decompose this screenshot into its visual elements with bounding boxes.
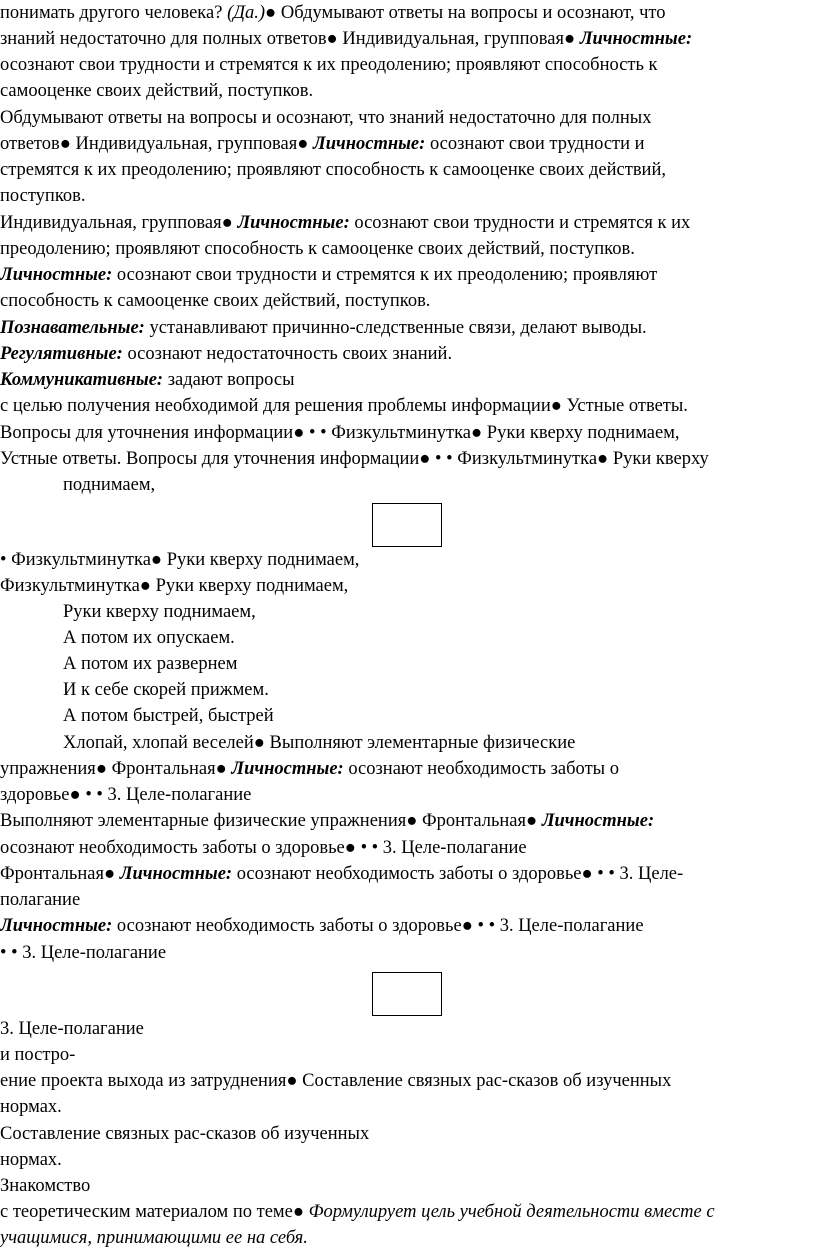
text-line: [0, 547, 359, 573]
text-run: • Физкультминутка● Руки кверху поднимаем,: [0, 550, 360, 570]
text-run: Индивидуальная, групповая●: [0, 213, 238, 233]
italic-text: Формулирует цель учебной деятельности вместе с: [308, 1202, 715, 1222]
text-run: Выполняют элементарные физические упражнения● Фронтальная●: [0, 811, 542, 831]
text-run: Вопросы для уточнения информации● • • Физкультминутка● Руки кверху поднимаем,: [0, 423, 680, 443]
text-line: [0, 940, 166, 966]
text-run: стремятся к их преодолению; проявляют способность к самооценке своих действий,: [0, 160, 666, 180]
text-line: [0, 1016, 144, 1042]
text-run: преодолению; проявляют способность к самооценке своих действий, поступков.: [0, 239, 635, 259]
text-run: А потом их опускаем.: [63, 628, 235, 648]
text-line: [0, 782, 251, 808]
text-run: полагание: [0, 890, 81, 910]
text-line: [0, 446, 709, 472]
text-line: [63, 472, 155, 498]
text-line: [63, 599, 256, 625]
text-run: Фронтальная●: [0, 864, 120, 884]
text-run: ение проекта выхода из затруднения● Составление связных рас-сказов об изученных: [0, 1071, 672, 1091]
text-line: [0, 341, 452, 367]
text-run: Составление связных рас-сказов об изученных: [0, 1124, 370, 1144]
text-run: А потом быстрей, быстрей: [63, 706, 274, 726]
text-run: поступков.: [0, 186, 86, 206]
text-run: Руки кверху поднимаем,: [63, 602, 256, 622]
text-run: 3. Целе-полагание: [0, 1019, 144, 1039]
text-line: [0, 808, 654, 834]
text-run: нормах.: [0, 1150, 62, 1170]
text-line: [0, 573, 348, 599]
bold-italic-label: Личностные:: [237, 213, 350, 233]
bold-italic-label: Личностные:: [541, 811, 655, 831]
text-run: и постро-: [0, 1045, 76, 1065]
text-line: [63, 703, 274, 729]
text-line: [0, 105, 651, 131]
italic-text: учащимися, принимающими ее на себя.: [0, 1228, 308, 1248]
empty-table-cell: [372, 503, 442, 547]
text-line: [0, 1121, 369, 1147]
text-line: [0, 236, 635, 262]
text-line: [0, 131, 645, 157]
text-run: осознают недостаточность своих знаний.: [122, 344, 453, 364]
text-line: [0, 1199, 715, 1225]
text-run: здоровье● • • 3. Целе-полагание: [0, 785, 252, 805]
text-line: [0, 861, 683, 887]
text-line: [0, 887, 80, 913]
text-run: А потом их развернем: [63, 654, 238, 674]
text-run: Устные ответы. Вопросы для уточнения информации● • • Физкультминутка● Руки кверху: [0, 449, 709, 469]
text-run: самооценке своих действий, поступков.: [0, 81, 314, 101]
text-run: осознают необходимость заботы о здоровье● • • 3. Целе-полагание: [0, 838, 527, 858]
text-line: [0, 183, 85, 209]
text-run: нормах.: [0, 1097, 62, 1117]
text-line: [0, 315, 647, 341]
text-line: [0, 1068, 671, 1094]
text-run: знаний недостаточно для полных ответов● Индивидуальная, групповая●: [0, 29, 580, 49]
text-line: [63, 730, 575, 756]
text-line: [0, 262, 657, 288]
text-line: [0, 367, 295, 393]
text-run: осознают свои трудности и стремятся к их преодолению; проявляют способность к: [0, 55, 658, 75]
bold-italic-label: Личностные:: [579, 29, 693, 49]
text-line: [0, 393, 688, 419]
text-line: [63, 677, 269, 703]
bold-italic-label: Личностные:: [119, 864, 233, 884]
text-line: [0, 210, 690, 236]
text-run: осознают свои трудности и стремятся к их: [349, 213, 691, 233]
text-run: устанавливают причинно-следственные связи, делают выводы.: [144, 318, 647, 338]
text-line: [0, 756, 619, 782]
text-line: [0, 1094, 62, 1120]
text-line: [0, 1042, 75, 1068]
text-line: [0, 288, 430, 314]
text-line: [0, 1147, 62, 1173]
empty-table-cell: [372, 972, 442, 1016]
text-run: И к себе скорей прижмем.: [63, 680, 269, 700]
italic-text: (Да.): [227, 3, 266, 23]
text-run: осознают свои трудности и: [425, 134, 645, 154]
text-line: [0, 0, 666, 26]
bold-italic-label: Личностные:: [231, 759, 344, 779]
text-line: [0, 420, 680, 446]
text-run: задают вопросы: [163, 370, 295, 390]
text-line: [0, 1173, 90, 1199]
text-line: [0, 1225, 308, 1251]
text-line: [0, 78, 313, 104]
text-run: Хлопай, хлопай веселей● Выполняют элементарные физические: [63, 733, 576, 753]
text-line: [0, 157, 666, 183]
text-run: способность к самооценке своих действий, поступков.: [0, 291, 431, 311]
text-line: [0, 52, 658, 78]
bold-italic-label: Личностные:: [0, 916, 113, 936]
text-line: [0, 26, 692, 52]
bold-italic-label: Познавательные:: [0, 318, 145, 338]
bold-italic-label: Коммуникативные:: [0, 370, 164, 390]
text-run: ответов● Индивидуальная, групповая●: [0, 134, 314, 154]
text-line: [63, 651, 237, 677]
text-run: поднимаем,: [63, 475, 156, 495]
text-line: [0, 913, 644, 939]
bold-italic-label: Личностные:: [0, 265, 113, 285]
text-run: осознают необходимость заботы о здоровье● • • 3. Целе-: [232, 864, 684, 884]
text-run: с целью получения необходимой для решения проблемы информации● Устные ответы.: [0, 396, 688, 416]
text-run: с теоретическим материалом по теме●: [0, 1202, 309, 1222]
text-line: [0, 835, 527, 861]
text-run: осознают необходимость заботы о: [343, 759, 619, 779]
text-run: • • 3. Целе-полагание: [0, 943, 167, 963]
bold-italic-label: Регулятивные:: [0, 344, 123, 364]
text-run: упражнения● Фронтальная●: [0, 759, 232, 779]
text-run: Знакомство: [0, 1176, 91, 1196]
bold-italic-label: Личностные:: [313, 134, 426, 154]
text-line: [63, 625, 235, 651]
text-run: ● Обдумывают ответы на вопросы и осознают, что: [265, 3, 666, 23]
text-run: Физкультминутка● Руки кверху поднимаем,: [0, 576, 349, 596]
text-run: осознают свои трудности и стремятся к их преодолению; проявляют: [112, 265, 658, 285]
text-run: Обдумывают ответы на вопросы и осознают, что знаний недостаточно для полных: [0, 108, 652, 128]
text-run: осознают необходимость заботы о здоровье● • • 3. Целе-полагание: [112, 916, 644, 936]
text-run: понимать другого человека?: [0, 3, 228, 23]
